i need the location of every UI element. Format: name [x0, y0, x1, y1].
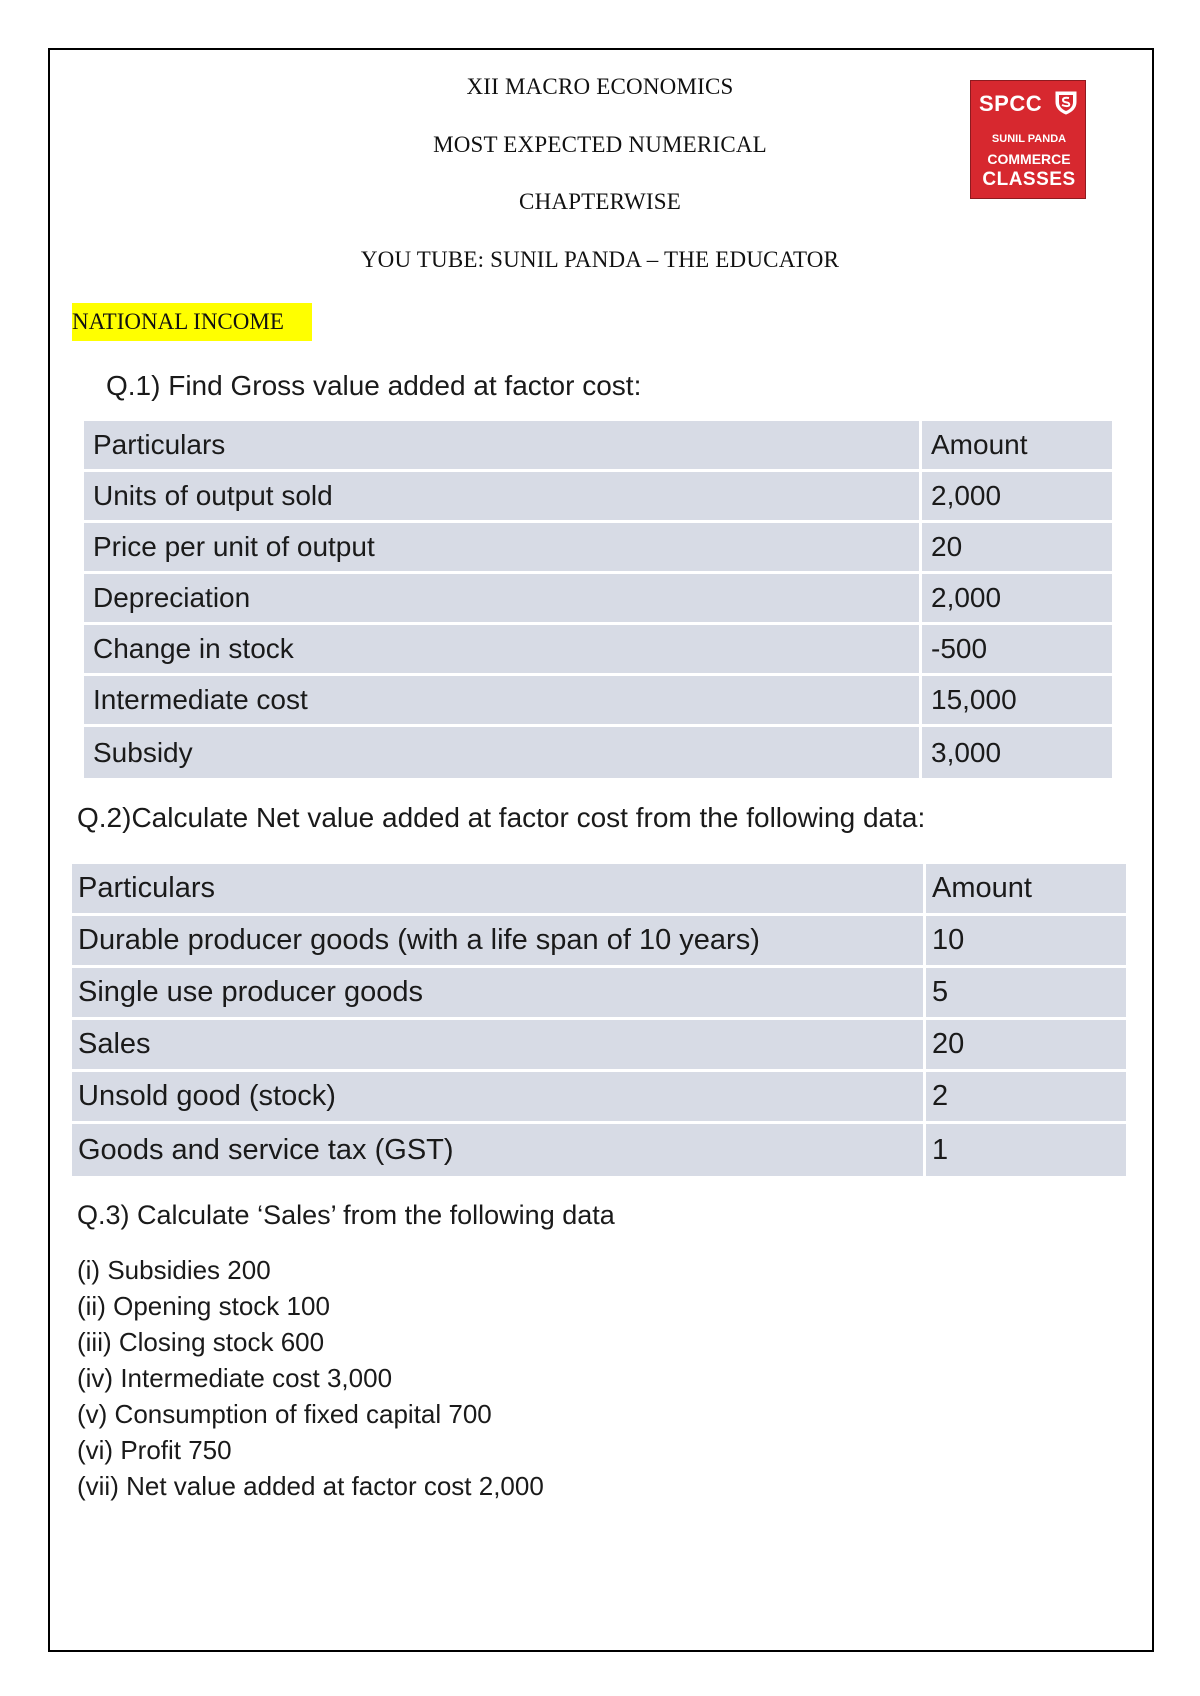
table-cell-amount: 15,000 [922, 676, 1112, 727]
table-row [84, 523, 1112, 574]
header-title: XII MACRO ECONOMICS [466, 74, 734, 99]
logo-sub-commerce: COMMERCE [987, 151, 1071, 167]
q2-table [72, 864, 1126, 1176]
table-cell-amount: 5 [926, 968, 1126, 1020]
table-cell-particular: Sales [72, 1020, 926, 1072]
table-cell-particular: Durable producer goods (with a life span of 10 years) [72, 916, 926, 968]
table-cell-amount: 1 [926, 1124, 1126, 1176]
list-item: (ii) Opening stock 100 [77, 1291, 330, 1321]
list-item: (v) Consumption of fixed capital 700 [77, 1399, 492, 1429]
table-cell-amount: 3,000 [922, 727, 1112, 778]
table-header-amount: Amount [922, 421, 1112, 472]
table-cell-amount: 20 [926, 1020, 1126, 1072]
question-2: Q.2)Calculate Net value added at factor cost from the following data: [77, 802, 926, 833]
table-cell-amount: 10 [926, 916, 1126, 968]
table-cell-amount: -500 [922, 625, 1112, 676]
logo-sub-name: SUNIL PANDA [991, 133, 1067, 145]
list-item: (vii) Net value added at factor cost 2,000 [77, 1471, 544, 1501]
table-header-row [84, 421, 1112, 472]
table-header-particulars: Particulars [72, 864, 926, 916]
logo-main-text: SPCC [979, 91, 1043, 116]
table-row [72, 1072, 1126, 1124]
table-cell-particular: Change in stock [84, 625, 922, 676]
table-row [72, 916, 1126, 968]
table-cell-particular: Single use producer goods [72, 968, 926, 1020]
table-row [84, 727, 1112, 778]
header-youtube: YOU TUBE: SUNIL PANDA – THE EDUCATOR [360, 247, 840, 272]
question-1: Q.1) Find Gross value added at factor cost: [106, 370, 642, 401]
table-row [72, 1124, 1126, 1176]
table-row [72, 968, 1126, 1020]
table-cell-particular: Units of output sold [84, 472, 922, 523]
table-cell-particular: Goods and service tax (GST) [72, 1124, 926, 1176]
table-cell-particular: Unsold good (stock) [72, 1072, 926, 1124]
table-header-row [72, 864, 1126, 916]
table-header-particulars: Particulars [84, 421, 922, 472]
table-cell-amount: 20 [922, 523, 1112, 574]
table-header-amount: Amount [926, 864, 1126, 916]
table-row [84, 676, 1112, 727]
list-item: (iii) Closing stock 600 [77, 1327, 325, 1357]
shield-icon [1053, 89, 1079, 115]
header-subtitle: MOST EXPECTED NUMERICAL [433, 132, 767, 157]
q1-table [84, 421, 1112, 778]
spcc-logo [970, 80, 1086, 199]
list-item: (vi) Profit 750 [77, 1435, 232, 1465]
header-chapterwise: CHAPTERWISE [519, 189, 681, 214]
question-3: Q.3) Calculate ‘Sales’ from the following data [77, 1200, 615, 1230]
table-cell-particular: Subsidy [84, 727, 922, 778]
table-cell-particular: Intermediate cost [84, 676, 922, 727]
table-row [84, 472, 1112, 523]
table-cell-amount: 2 [926, 1072, 1126, 1124]
table-row [84, 625, 1112, 676]
table-cell-amount: 2,000 [922, 574, 1112, 625]
table-cell-particular: Price per unit of output [84, 523, 922, 574]
q3-data-list [77, 1252, 544, 1504]
table-row [84, 574, 1112, 625]
section-title: NATIONAL INCOME [72, 303, 312, 341]
table-cell-particular: Depreciation [84, 574, 922, 625]
logo-sub-classes: CLASSES [982, 169, 1076, 190]
list-item: (iv) Intermediate cost 3,000 [77, 1363, 393, 1393]
table-row [72, 1020, 1126, 1072]
table-cell-amount: 2,000 [922, 472, 1112, 523]
list-item: (i) Subsidies 200 [77, 1255, 271, 1285]
